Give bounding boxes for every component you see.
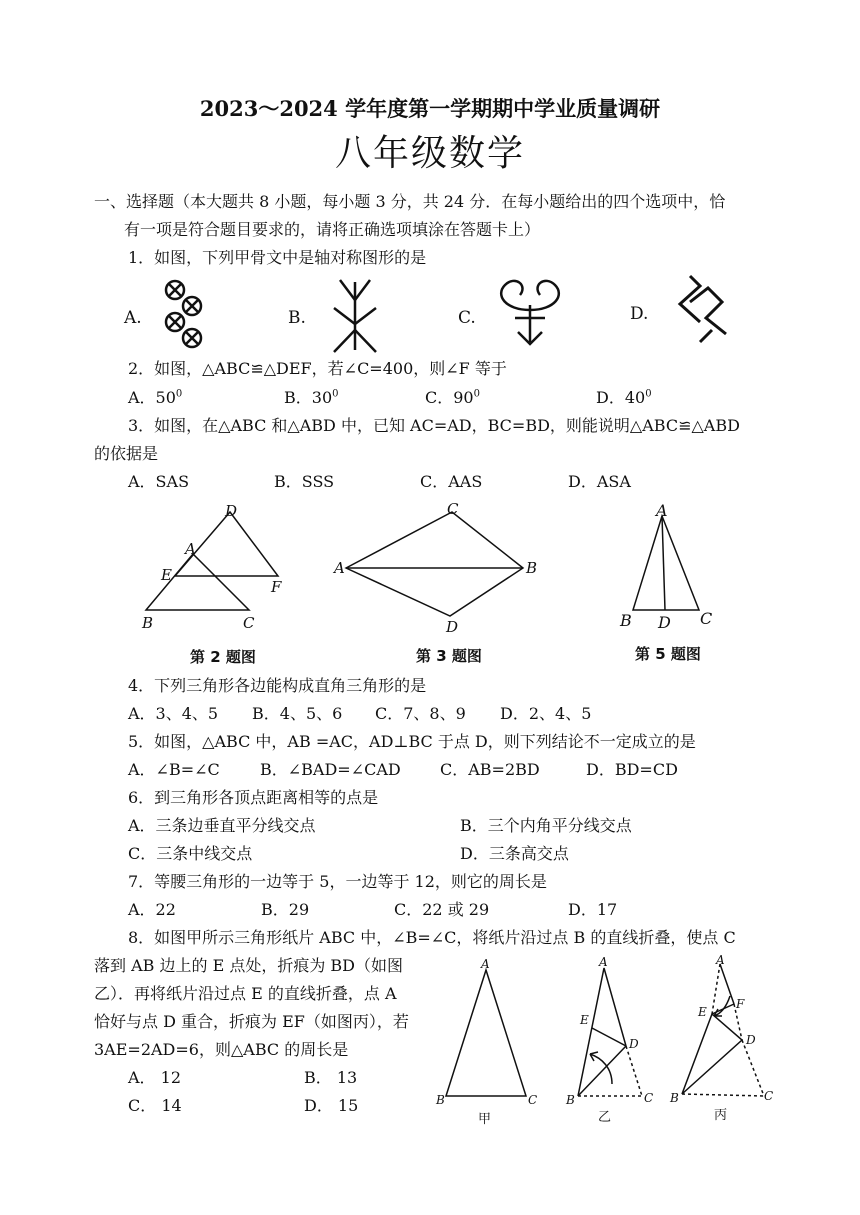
q8-fig-yi-label-b: B (566, 1093, 575, 1107)
q8-option-d: D． 15 (304, 1096, 359, 1115)
q3-option-b: B．SSS (274, 472, 335, 491)
section-intro-line2: 有一项是符合题目要求的，请将正确选项填涂在答题卡上） (124, 220, 541, 239)
q3-stem-line2: 的依据是 (94, 444, 159, 463)
q8-fig-yi-label-c: C (644, 1091, 654, 1105)
q4-option-c: C．7、8、9 (375, 704, 466, 723)
q5-option-a: A．∠B=∠C (128, 760, 220, 779)
q8-fig-jia-label-c: C (528, 1093, 538, 1107)
fig3-caption: 第 3 题图 (416, 647, 482, 665)
q3-stem-line1: 3．如图，在△ABC 和△ABD 中，已知 AC=AD，BC=BD，则能说明△ABC≌△ABD (128, 416, 740, 435)
q1-oracle-figures (0, 270, 860, 360)
fig3-label-b: B (526, 559, 538, 577)
exam-title: 2023～2024 学年度第一学期期中学业质量调研 (199, 96, 661, 121)
fig2-label-f: F (271, 578, 282, 596)
fig2-vertex-labels (141, 502, 282, 632)
q8-fig-yi-label-d: D (629, 1037, 639, 1051)
q8-fig-caption-yi: 乙 (598, 1110, 612, 1125)
q5-stem: 5．如图，△ABC 中，AB =AC，AD⊥BC 于点 D，则下列结论不一定成立的是 (128, 732, 696, 751)
fig5-label-d: D (658, 613, 671, 632)
fig5-caption: 第 5 题图 (635, 645, 701, 663)
q8-fig-bing-label-c: C (764, 1089, 774, 1103)
q5-option-b: B．∠BAD=∠CAD (260, 760, 401, 779)
q7-stem: 7．等腰三角形的一边等于 5，一边等于 12，则它的周长是 (128, 872, 547, 891)
fig5-triangle (633, 516, 699, 610)
q1-option-d-label: D. (630, 304, 649, 324)
fig5-label-b: B (620, 611, 632, 630)
q5-option-c: C．AB=2BD (440, 760, 540, 779)
q8-option-a: A． 12 (128, 1068, 182, 1087)
q2-stem: 2．如图，△ABC≌△DEF，若∠C=400，则∠F 等于 (128, 359, 507, 378)
geometry-figures-row (0, 498, 860, 648)
q1-option-c-label: C. (458, 308, 476, 328)
q8-fig-bing (682, 964, 764, 1096)
q2-option-a: A．$50^0$ (128, 388, 183, 407)
q7-option-c: C．22 或 29 (394, 900, 490, 919)
q6-option-c: C．三条中线交点 (128, 844, 253, 863)
q6-option-b: B．三个内角平分线交点 (460, 816, 632, 835)
fig3-label-d: D (446, 618, 459, 636)
fig3-quadrilateral (346, 512, 523, 616)
q3-option-a: A．SAS (128, 472, 190, 491)
fig2-label-d: D (225, 502, 238, 520)
q8-fig-caption-bing: 丙 (714, 1108, 728, 1123)
q7-option-b: B．29 (261, 900, 310, 919)
q1-option-a-label: A. (124, 308, 142, 328)
q8-fig-bing-label-a: A (716, 953, 725, 967)
fig5-label-a: A (656, 501, 668, 520)
q6-option-a: A．三条边垂直平分线交点 (128, 816, 316, 835)
q1-stem: 1．如图，下列甲骨文中是轴对称图形的是 (128, 248, 427, 267)
fig5-label-c: C (700, 609, 713, 628)
q8-fig-yi-label-a: A (599, 955, 608, 969)
q3-option-c: C．AAS (420, 472, 483, 491)
q2-option-b: B．$30^0$ (284, 388, 339, 407)
q8-stem-line5: 3AE=2AD=6，则△ABC 的周长是 (94, 1040, 349, 1059)
q1-option-b-label: B. (288, 308, 306, 328)
q8-stem-line4: 恰好与点 D 重合，折痕为 EF（如图丙），若 (94, 1012, 409, 1031)
fig3-label-c: C (447, 500, 459, 518)
oracle-glyph-a (166, 281, 201, 347)
q4-option-b: B．4、5、6 (252, 704, 343, 723)
q8-fig-jia-label-b: B (436, 1093, 445, 1107)
q8-fig-bing-label-f: F (736, 997, 745, 1011)
fig2-label-e: E (161, 566, 172, 584)
oracle-glyph-b (334, 280, 376, 352)
q8-option-c: C． 14 (128, 1096, 182, 1115)
oracle-glyph-c (501, 281, 559, 344)
oracle-glyph-d (680, 276, 726, 342)
q8-fig-yi-label-e: E (580, 1013, 589, 1027)
q8-option-b: B． 13 (304, 1068, 358, 1087)
fig2-caption: 第 2 题图 (190, 648, 256, 666)
q4-stem: 4．下列三角形各边能构成直角三角形的是 (128, 676, 427, 695)
q2-option-d: D．$40^0$ (596, 388, 652, 407)
q8-fig-jia (446, 970, 526, 1096)
q6-stem: 6．到三角形各顶点距离相等的点是 (128, 788, 379, 807)
subject-title: 八年级数学 (334, 133, 525, 174)
fig2-label-a: A (185, 540, 196, 558)
q8-fig-bing-label-b: B (670, 1091, 679, 1105)
q3-option-d: D．ASA (568, 472, 631, 491)
fig2-triangles (146, 512, 278, 610)
q7-option-d: D．17 (568, 900, 618, 919)
q8-fig-bing-label-d: D (746, 1033, 756, 1047)
q4-option-a: A．3、4、5 (128, 704, 219, 723)
section-intro-line1: 一、选择题（本大题共 8 小题，每小题 3 分，共 24 分．在每小题给出的四个选项中，恰 (94, 192, 726, 211)
q5-option-d: D．BD=CD (586, 760, 678, 779)
q6-option-d: D．三条高交点 (460, 844, 569, 863)
q4-option-d: D．2、4、5 (500, 704, 592, 723)
fig5-vertex-labels (619, 501, 712, 632)
q2-option-c: C．$90^0$ (425, 388, 480, 407)
fig2-label-c: C (243, 614, 255, 632)
q8-folding-figures (430, 950, 790, 1130)
q8-fig-bing-label-e: E (698, 1005, 707, 1019)
q8-stem-line2: 落到 AB 边上的 E 点处，折痕为 BD（如图 (94, 956, 404, 975)
q8-stem-line3: 乙）．再将纸片沿过点 E 的直线折叠，点 A (94, 984, 397, 1003)
fig3-label-a: A (334, 559, 345, 577)
q8-stem-line1: 8．如图甲所示三角形纸片 ABC 中，∠B=∠C，将纸片沿过点 B 的直线折叠，使点 C (128, 928, 736, 947)
q8-fig-yi (578, 968, 642, 1096)
q8-fig-caption-jia: 甲 (478, 1112, 492, 1127)
q7-option-a: A．22 (128, 900, 176, 919)
q8-fig-jia-label-a: A (481, 957, 490, 971)
fig2-label-b: B (142, 614, 154, 632)
